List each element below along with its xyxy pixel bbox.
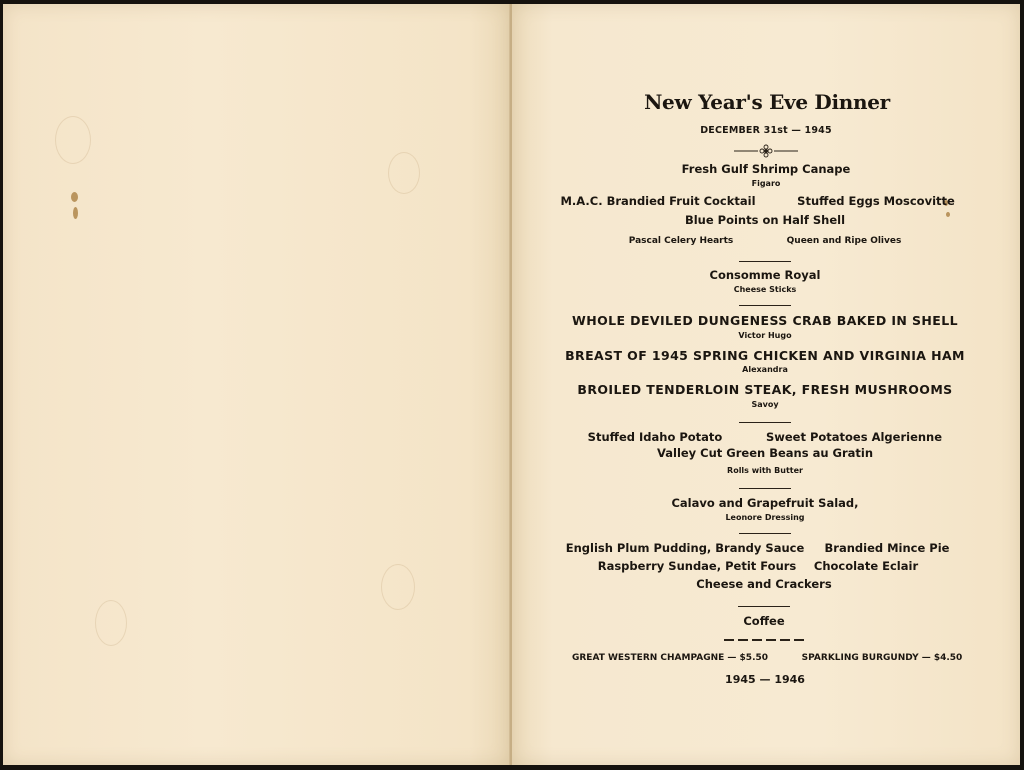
section-divider: [738, 606, 790, 607]
section-divider: [739, 261, 791, 262]
emboss-mark: [95, 600, 127, 646]
menu-item-green-beans: Valley Cut Green Beans au Gratin: [656, 446, 874, 460]
emboss-mark: [55, 116, 91, 164]
menu-item-shrimp-canape: Fresh Gulf Shrimp Canape: [681, 162, 851, 176]
menu-item-plum-pudding: English Plum Pudding, Brandy Sauce: [565, 541, 805, 555]
menu-item-subtitle: Cheese Sticks: [733, 285, 797, 294]
menu-item-stuffed-eggs: Stuffed Eggs Moscovitte: [797, 194, 955, 208]
menu-item-rolls: Rolls with Butter: [727, 466, 803, 475]
menu-item-subtitle: Figaro: [751, 179, 781, 188]
dashed-divider: [724, 639, 804, 641]
menu-item-fruit-cocktail: M.A.C. Brandied Fruit Cocktail: [560, 194, 756, 208]
menu-item-subtitle: Victor Hugo: [738, 331, 792, 340]
menu-item-subtitle: Leonore Dressing: [725, 513, 805, 522]
stain-mark: [73, 207, 78, 219]
emboss-mark: [388, 152, 420, 194]
emboss-mark: [381, 564, 415, 610]
menu-item-consomme: Consomme Royal: [709, 268, 821, 282]
menu-item-chocolate-eclair: Chocolate Eclair: [813, 559, 919, 573]
menu-item-subtitle: Alexandra: [742, 365, 788, 374]
menu-item-subtitle: Savoy: [751, 400, 779, 409]
menu-item-mince-pie: Brandied Mince Pie: [824, 541, 950, 555]
menu-item-olives: Queen and Ripe Olives: [786, 236, 902, 246]
menu-item-idaho-potato: Stuffed Idaho Potato: [587, 430, 723, 444]
section-divider: [739, 305, 791, 306]
menu-item-entree-steak: BROILED TENDERLOIN STEAK, FRESH MUSHROOMS: [577, 382, 953, 397]
menu-item-blue-points: Blue Points on Half Shell: [684, 213, 846, 227]
section-divider: [739, 422, 791, 423]
menu-item-entree-chicken: BREAST OF 1945 SPRING CHICKEN AND VIRGINIA HAM: [565, 348, 965, 363]
wine-burgundy: SPARKLING BURGUNDY — $4.50: [801, 653, 963, 663]
flower-ornament-icon: [734, 143, 798, 162]
menu-item-coffee: Coffee: [743, 614, 785, 628]
menu-item-raspberry-sundae: Raspberry Sundae, Petit Fours: [597, 559, 797, 573]
menu-title: New Year's Eve Dinner: [644, 90, 890, 114]
section-divider: [739, 488, 791, 489]
stain-mark: [71, 192, 78, 202]
section-divider: [739, 533, 791, 534]
left-page: [3, 4, 510, 765]
menu-item-sweet-potatoes: Sweet Potatoes Algerienne: [765, 430, 943, 444]
menu-item-salad: Calavo and Grapefruit Salad,: [671, 496, 859, 510]
menu-item-entree-crab: WHOLE DEVILED DUNGENESS CRAB BAKED IN SHELL: [572, 313, 958, 328]
menu-date: DECEMBER 31st — 1945: [700, 125, 832, 136]
stain-mark: [946, 212, 950, 217]
wine-champagne: GREAT WESTERN CHAMPAGNE — $5.50: [571, 653, 769, 663]
menu-years: 1945 — 1946: [725, 673, 805, 686]
menu-item-cheese-crackers: Cheese and Crackers: [696, 577, 832, 591]
menu-item-celery-hearts: Pascal Celery Hearts: [628, 236, 734, 246]
